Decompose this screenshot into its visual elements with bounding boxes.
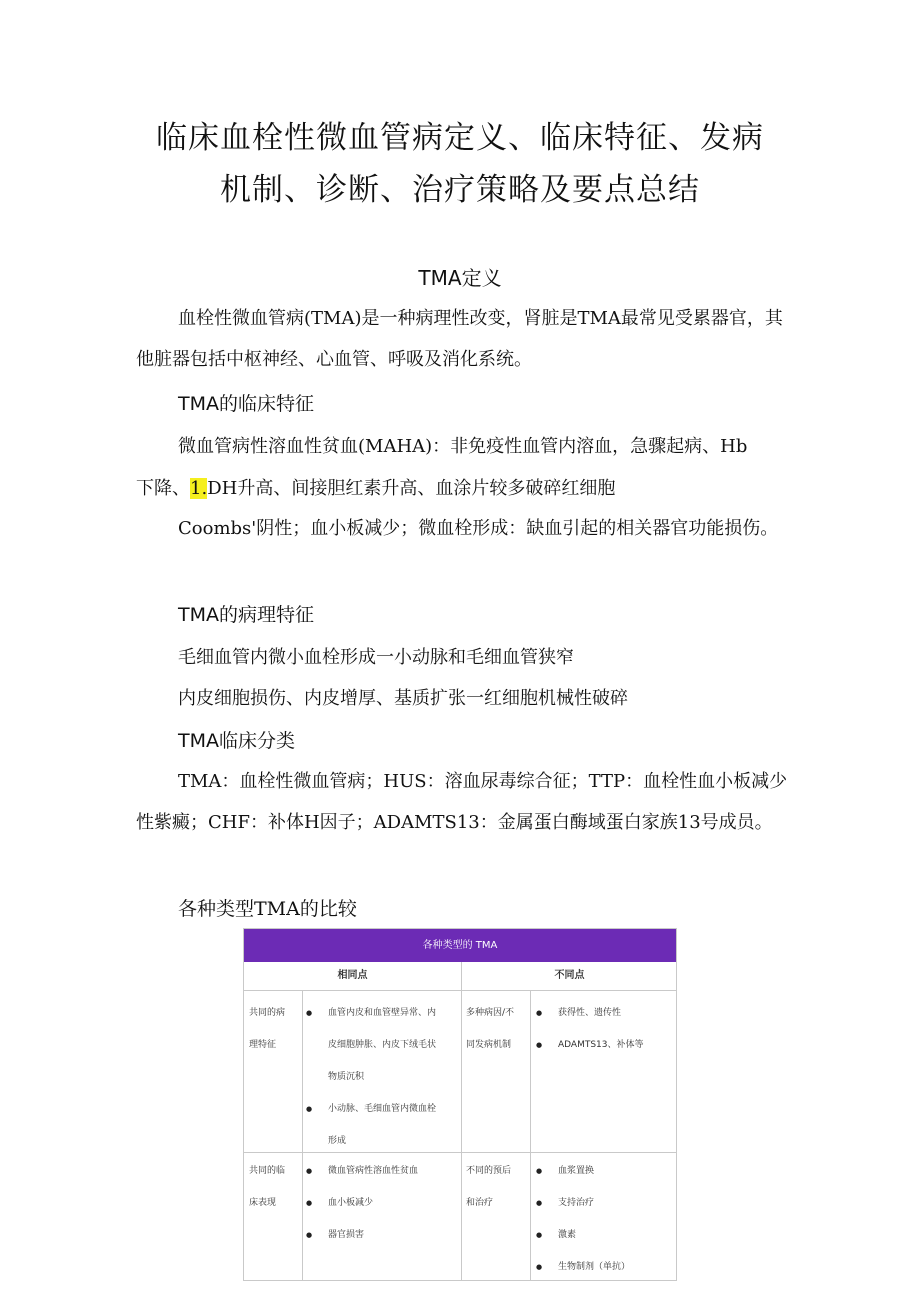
clinical-line-2-pre: 下降、 <box>136 478 190 499</box>
row-label: 共同的临 床表现 <box>249 1166 286 1208</box>
diff-label: 不同的预后 和治疗 <box>466 1166 512 1208</box>
table-list-item: ● 生物制剂（单抗） <box>558 1251 630 1281</box>
table-list-item: ● 获得性、遗传性 <box>558 997 621 1029</box>
table-list-item: ● 血浆置换 <box>558 1155 594 1187</box>
table-list-item: ● 血管内皮和血管壁异常、内 皮细胞肿胀、内皮下绒毛状 物质沉积 <box>328 997 436 1093</box>
table-row-divider <box>244 1152 676 1153</box>
classification-heading: TMA临床分类 <box>178 730 295 752</box>
table-list-item: ● 小动脉、毛细血管内微血栓 形成 <box>328 1093 436 1157</box>
title-line-2: 机制、诊断、治疗策略及要点总结 <box>220 172 700 208</box>
table-divider <box>461 962 462 1280</box>
column-same: 相同点 <box>244 962 461 991</box>
table-list-item: ● 器官损害 <box>328 1219 364 1251</box>
table-list-item: ● ADAMTS13、补体等 <box>558 1029 644 1061</box>
classification-text: TMA：血栓性微血管病；HUS：溶血尿毒综合征；TTP：血栓性血小板减少性紫癜；CHF：补体H因子；ADAMTS13：金属蛋白酶域蛋白家族13号成员。 <box>136 771 788 833</box>
table-list-item: ● 微血管病性溶血性贫血 <box>328 1155 418 1187</box>
pathology-heading: TMA的病理特征 <box>178 604 314 626</box>
table-list-item: ● 激素 <box>558 1219 576 1251</box>
highlighted-text: 1. <box>190 478 208 499</box>
row-label: 共同的病 理特征 <box>249 1008 286 1050</box>
title-line-1: 临床血栓性微血管病定义、临床特征、发病 <box>156 120 764 156</box>
pathology-line-1: 毛细血管内微小血栓形成一小动脉和毛细血管狭窄 <box>178 647 574 668</box>
clinical-line-2-post: DH升高、间接胆红素升高、血涂片较多破碎红细胞 <box>207 478 616 499</box>
column-diff: 不同点 <box>461 962 677 991</box>
table-header: 各种类型的 TMA <box>244 929 676 962</box>
clinical-heading: TMA的临床特征 <box>178 393 314 415</box>
table-divider <box>530 990 531 1280</box>
tma-definition-heading: TMA定义 <box>418 266 502 290</box>
tma-comparison-table <box>243 928 677 1281</box>
diff-label: 多种病因/不 同发病机制 <box>466 1008 515 1050</box>
tma-definition-text: 血栓性微血管病(TMA)是一种病理性改变，肾脏是TMA最常见受累器官，其他脏器包括中枢神经、心血管、呼吸及消化系统。 <box>136 308 783 370</box>
comparison-heading: 各种类型TMA的比较 <box>178 898 357 920</box>
clinical-line-1: 微血管病性溶血性贫血(MAHA)：非免疫性血管内溶血，急骤起病、Hb <box>178 436 748 457</box>
table-list-item: ● 支持治疗 <box>558 1187 594 1219</box>
clinical-line-3: Coombs'阴性；血小板减少；微血栓形成：缺血引起的相关器官功能损伤。 <box>178 518 779 539</box>
document-title <box>100 112 820 216</box>
clinical-line-2 <box>136 474 615 500</box>
pathology-line-2: 内皮细胞损伤、内皮增厚、基质扩张一红细胞机械性破碎 <box>178 688 628 709</box>
table-list-item: ● 血小板减少 <box>328 1187 373 1219</box>
table-divider <box>302 990 303 1280</box>
